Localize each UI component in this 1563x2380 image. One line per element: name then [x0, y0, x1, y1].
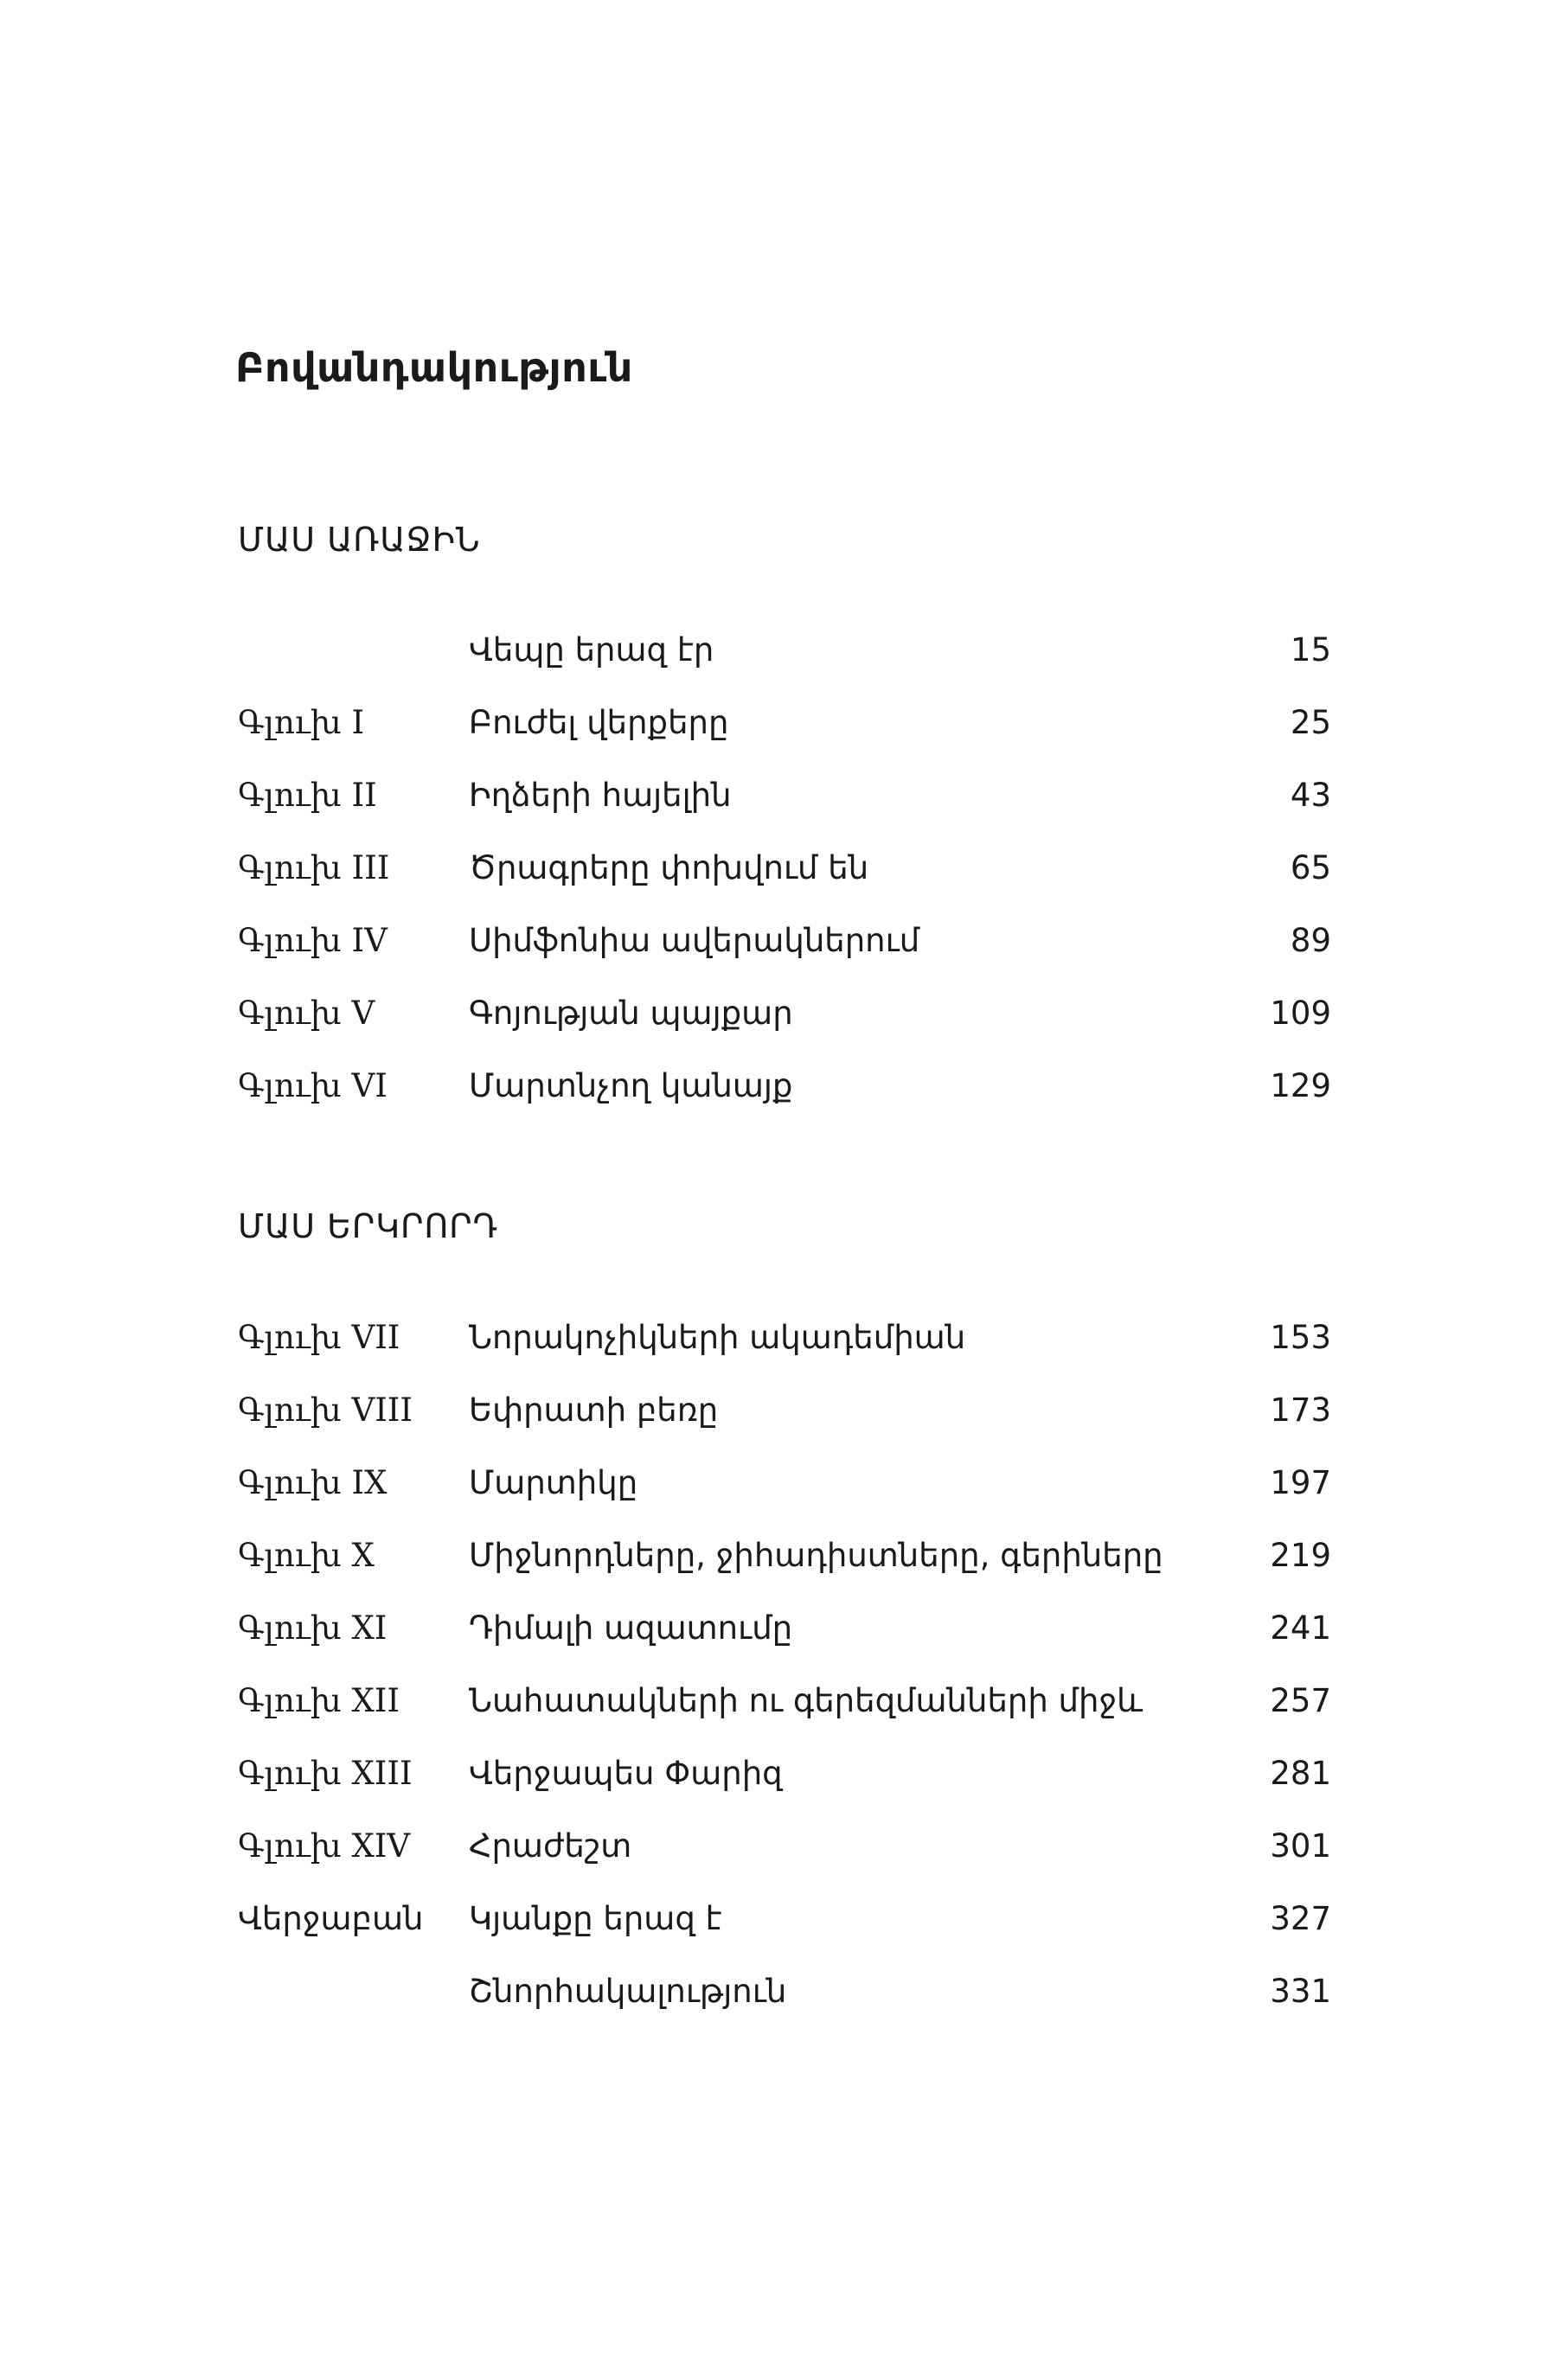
toc-entry[interactable]	[0, 624, 1563, 676]
chapter-title: Վերջապես Փարիզ	[469, 1755, 783, 1792]
toc-entry[interactable]	[0, 1748, 1563, 1800]
chapter-title: Հրաժեշտ	[469, 1827, 632, 1865]
page-number: 331	[1270, 1973, 1331, 2010]
chapter-label: Գլուխ I	[238, 704, 365, 741]
chapter-label: Գլուխ V	[238, 995, 375, 1032]
toc-entry[interactable]	[0, 1312, 1563, 1364]
toc-entry[interactable]	[0, 1530, 1563, 1582]
toc-entry[interactable]	[0, 1893, 1563, 1945]
page-number: 219	[1270, 1537, 1331, 1574]
toc-entry[interactable]	[0, 988, 1563, 1040]
toc-entry[interactable]	[0, 915, 1563, 967]
chapter-label: Գլուխ III	[238, 849, 390, 886]
toc-entry[interactable]	[0, 1603, 1563, 1654]
page-number: 281	[1270, 1755, 1331, 1792]
part-two-heading: ՄԱՍ ԵՐԿՐՈՐԴ	[238, 1207, 499, 1245]
chapter-title: Իղձերի հայելին	[469, 777, 732, 814]
page-number: 197	[1270, 1464, 1331, 1501]
chapter-title: Մարտիկը	[469, 1464, 638, 1501]
toc-entry[interactable]	[0, 1385, 1563, 1436]
page-number: 173	[1270, 1392, 1331, 1429]
chapter-title: Գոյության պայքար	[469, 995, 793, 1032]
toc-entry[interactable]	[0, 770, 1563, 822]
chapter-label: Գլուխ X	[238, 1537, 375, 1574]
chapter-title: Բուժել վերքերը	[469, 704, 729, 741]
chapter-label: Գլուխ XIII	[238, 1755, 413, 1792]
page-number: 43	[1290, 777, 1331, 814]
chapter-title: Միջնորդները, ջիհադիստները, գերիները	[469, 1537, 1163, 1574]
chapter-label: Գլուխ XI	[238, 1609, 388, 1647]
chapter-title: Դիմալի ազատումը	[469, 1609, 793, 1647]
page-number: 327	[1270, 1900, 1331, 1937]
chapter-title: Մարտնչող կանայք	[469, 1067, 793, 1104]
toc-entry[interactable]	[0, 1675, 1563, 1727]
page-number: 109	[1270, 995, 1331, 1032]
toc-entry[interactable]	[0, 697, 1563, 749]
toc-entry[interactable]	[0, 1060, 1563, 1112]
page-number: 301	[1270, 1827, 1331, 1865]
page-number: 65	[1290, 849, 1331, 886]
chapter-label: Գլուխ VIII	[238, 1392, 413, 1429]
chapter-title: Նորակոչիկների ակադեմիան	[469, 1319, 966, 1356]
page-number: 257	[1270, 1682, 1331, 1719]
chapter-label: Գլուխ II	[238, 777, 377, 814]
chapter-title: Կյանքը երազ է	[469, 1900, 722, 1937]
page-number: 241	[1270, 1609, 1331, 1647]
toc-entry[interactable]	[0, 1966, 1563, 2018]
chapter-title: Շնորհակալություն	[469, 1973, 787, 2010]
chapter-label: Գլուխ IV	[238, 922, 388, 959]
chapter-title: Նահատակների ու գերեզմանների միջև	[469, 1682, 1143, 1719]
chapter-title: Սիմֆոնիա ավերակներում	[469, 922, 920, 959]
page-number: 129	[1270, 1067, 1331, 1104]
page-number: 15	[1290, 631, 1331, 669]
page-number: 153	[1270, 1319, 1331, 1356]
chapter-title: Եփրատի բեռը	[469, 1392, 719, 1429]
toc-entry[interactable]	[0, 1457, 1563, 1509]
page-number: 25	[1290, 704, 1331, 741]
chapter-label: Գլուխ VII	[238, 1319, 400, 1356]
page-number: 89	[1290, 922, 1331, 959]
toc-entry[interactable]	[0, 1820, 1563, 1872]
chapter-label: Գլուխ VI	[238, 1067, 388, 1104]
part-one-heading: ՄԱՍ ԱՌԱՋԻՆ	[238, 521, 481, 559]
chapter-title: Վեպը երազ էր	[469, 631, 714, 669]
chapter-title: Ծրագրերը փոխվում են	[469, 849, 869, 886]
toc-entry[interactable]	[0, 842, 1563, 894]
chapter-label: Գլուխ XIV	[238, 1827, 411, 1865]
chapter-label: Գլուխ XII	[238, 1682, 400, 1719]
chapter-label: Գլուխ IX	[238, 1464, 388, 1501]
toc-title: Բովանդակություն	[235, 344, 633, 391]
chapter-label: Վերջաբան	[238, 1900, 424, 1937]
